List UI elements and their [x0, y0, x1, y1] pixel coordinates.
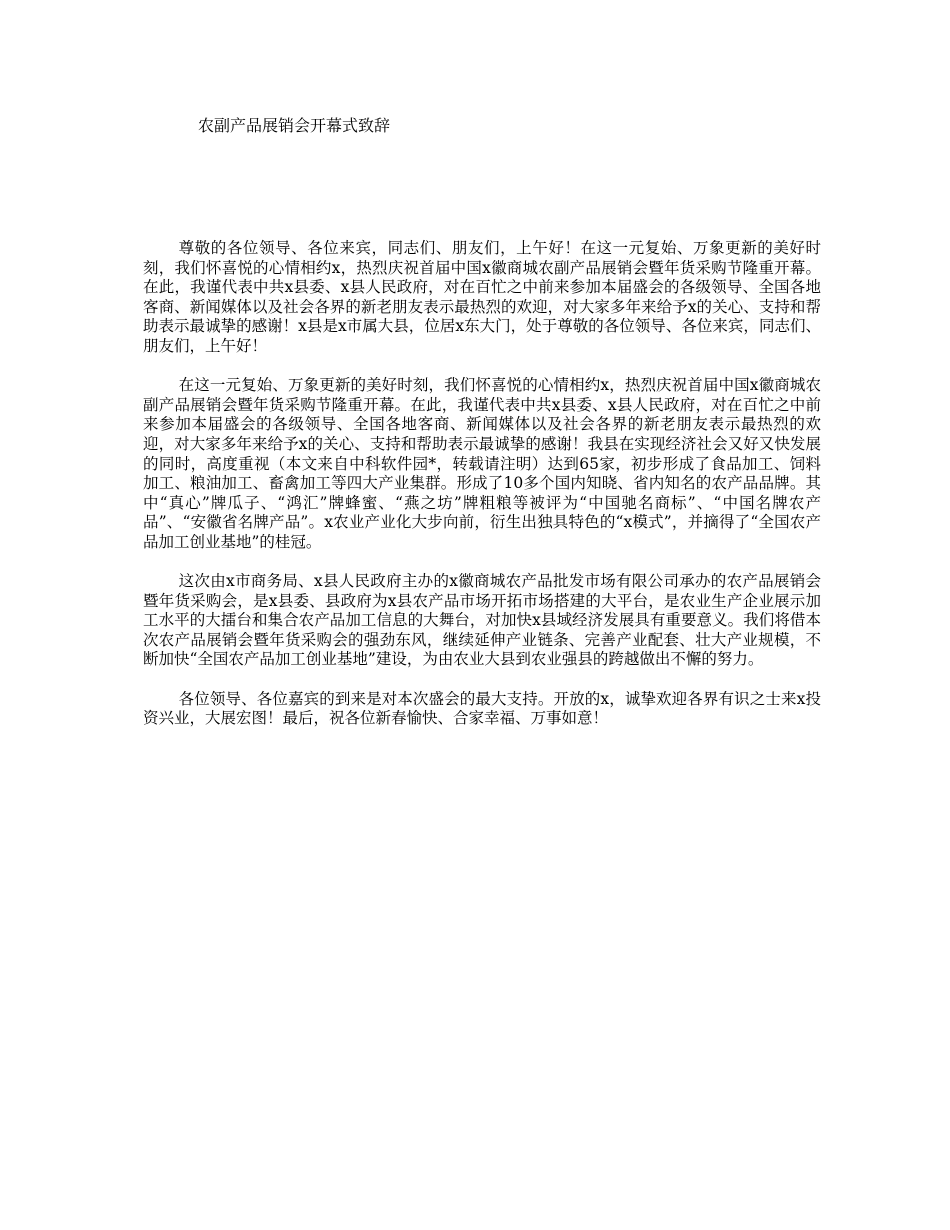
paragraph-4: 各位领导、各位嘉宾的到来是对本次盛会的最大支持。开放的x，诚挚欢迎各界有识之士来x投资兴业，大展宏图！最后，祝各位新春愉快、合家幸福、万事如意！: [143, 689, 821, 728]
paragraph-3: 这次由x市商务局、x县人民政府主办的x徽商城农产品批发市场有限公司承办的农产品展销会暨年货采购会，是x县委、县政府为x县农产品市场开拓市场搭建的大平台，是农业生产企业展示加工水平的大擂台和集合农产品加工信息的大舞台，对加快x县域经济发展具有重要意义。我们将借本次农产品展销会暨年货采购会的强劲东风，继续延伸产业链条、完善产业配套、壮大产业规模，不断加快“全国农产品加工创业基地”建设，为由农业大县到农业强县的跨越做出不懈的努力。: [143, 572, 821, 669]
document-body: [143, 239, 821, 748]
paragraph-2: 在这一元复始、万象更新的美好时刻，我们怀喜悦的心情相约x，热烈庆祝首届中国x徽商城农副产品展销会暨年货采购节隆重开幕。在此，我谨代表中共x县委、x县人民政府，对在百忙之中前来参加本届盛会的各级领导、全国各地客商、新闻媒体以及社会各界的新老朋友表示最热烈的欢迎，对大家多年来给予x的关心、支持和帮助表示最诚挚的感谢！我县在实现经济社会又好又快发展的同时，高度重视（本文来自中科软件园*，转载请注明）达到65家，初步形成了食品加工、饲料加工、粮油加工、畜禽加工等四大产业集群。形成了10多个国内知晓、省内知名的农产品品牌。其中“真心”牌瓜子、“鸿汇”牌蜂蜜、“燕之坊”牌粗粮等被评为“中国驰名商标”、“中国名牌农产品”、“安徽省名牌产品”。x农业产业化大步向前，衍生出独具特色的“x模式”，并摘得了“全国农产品加工创业基地”的桂冠。: [143, 376, 821, 551]
document-title: 农副产品展销会开幕式致辞: [198, 116, 391, 135]
paragraph-1: 尊敬的各位领导、各位来宾，同志们、朋友们，上午好！在这一元复始、万象更新的美好时刻，我们怀喜悦的心情相约x，热烈庆祝首届中国x徽商城农副产品展销会暨年货采购节隆重开幕。在此，我谨代表中共x县委、x县人民政府，对在百忙之中前来参加本届盛会的各级领导、全国各地客商、新闻媒体以及社会各界的新老朋友表示最热烈的欢迎，对大家多年来给予x的关心、支持和帮助表示最诚挚的感谢！x县是x市属大县，位居x东大门，处于尊敬的各位领导、各位来宾，同志们、朋友们，上午好！: [143, 239, 821, 355]
